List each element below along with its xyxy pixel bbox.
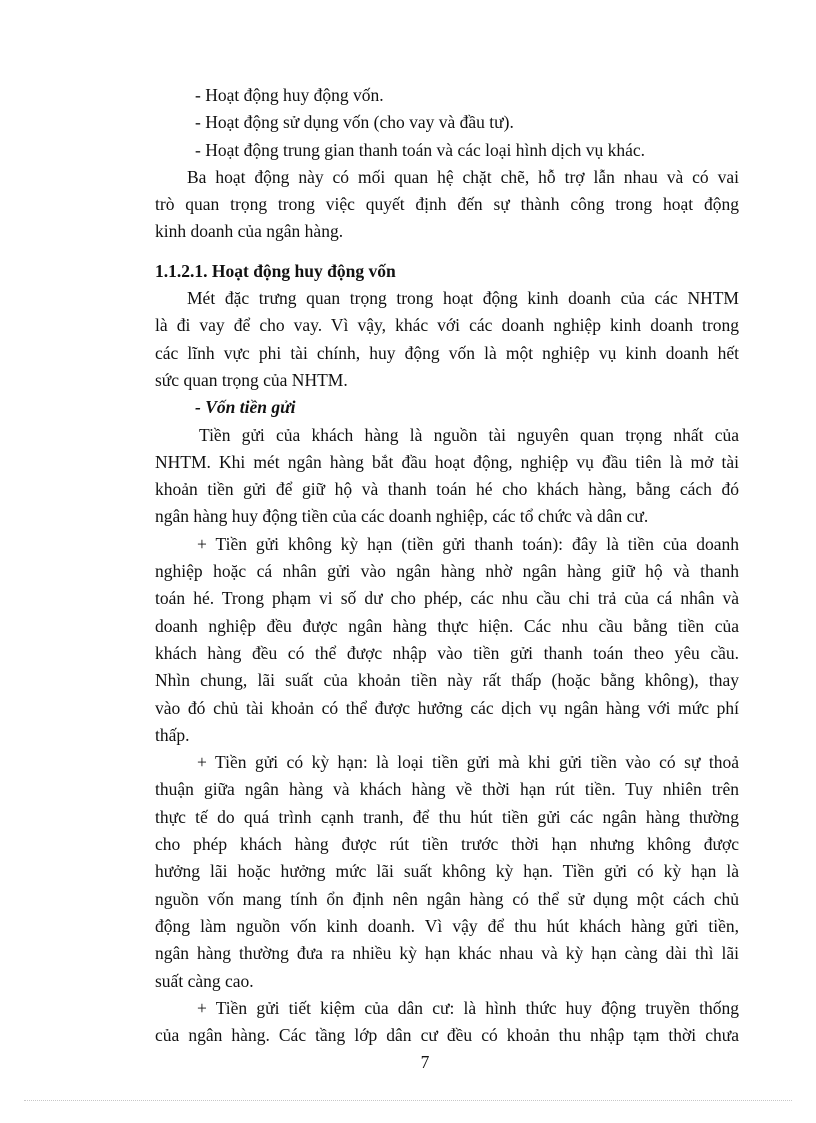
text-line: Ba hoạt động này có mối quan hệ chặt chẽ, hỗ trợ lẫn nhau và có vai bbox=[187, 166, 739, 187]
section-heading: 1.1.2.1. Hoạt động huy động vốn bbox=[155, 260, 396, 281]
text-line: trò quan trọng trong việc quyết định đến sự thành công trong hoạt động bbox=[155, 194, 739, 215]
text-line: nguồn vốn mang tính ổn định nên ngân hàng có thể sử dụng một cách chủ bbox=[155, 888, 739, 909]
text-line: + Tiền gửi có kỳ hạn: là loại tiền gửi mà khi gửi tiền vào có sự thoả bbox=[197, 752, 739, 773]
text-line: kinh doanh của ngân hàng. bbox=[155, 221, 344, 242]
text-line: là đi vay để cho vay. Vì vậy, khác với các doanh nghiệp kinh doanh trong bbox=[155, 315, 739, 336]
text-line: Tiền gửi của khách hàng là nguồn tài nguyên quan trọng nhất của bbox=[199, 424, 739, 445]
text-line: nghiệp hoặc cá nhân gửi vào ngân hàng nhờ ngân hàng giữ hộ và thanh bbox=[155, 561, 739, 582]
text-line: vào đó chủ tài khoản có thể được hưởng các dịch vụ ngân hàng với mức phí bbox=[155, 697, 739, 718]
text-line: sức quan trọng của NHTM. bbox=[155, 369, 348, 390]
text-line: + Tiền gửi không kỳ hạn (tiền gửi thanh toán): đây là tiền của doanh bbox=[197, 533, 739, 554]
text-line: + Tiền gửi tiết kiệm của dân cư: là hình thức huy động truyền thống bbox=[197, 997, 739, 1018]
text-line: suất càng cao. bbox=[155, 970, 254, 991]
text-line: hưởng lãi hoặc hưởng mức lãi suất không kỳ hạn. Tiền gửi có kỳ hạn là bbox=[155, 861, 739, 882]
bullet-line: - Hoạt động huy động vốn. bbox=[195, 85, 384, 105]
text-line: thấp. bbox=[155, 724, 190, 745]
text-line: thực tế do quá trình cạnh tranh, để thu hút tiền gửi các ngân hàng thường bbox=[155, 806, 739, 827]
document-body bbox=[155, 82, 739, 1049]
text-line: doanh nghiệp đều được ngân hàng thực hiện. Các nhu cầu bằng tiền của bbox=[155, 615, 739, 636]
text-line: khoản tiền gửi để giữ hộ và thanh toán hé cho khách hàng, bằng cách đó bbox=[155, 479, 739, 500]
text-line: toán hé. Trong phạm vi số dư cho phép, các nhu cầu chi trả của cá nhân và bbox=[155, 588, 739, 609]
text-line: khách hàng đều có thể được nhập vào tiền gửi thanh toán theo yêu cầu. bbox=[155, 642, 739, 663]
text-line: ngân hàng huy động tiền của các doanh nghiệp, các tổ chức và dân cư. bbox=[155, 506, 649, 527]
text-line: động làm nguồn vốn kinh doanh. Vì vậy để thu hút khách hàng gửi tiền, bbox=[155, 915, 739, 936]
text-line: cho phép khách hàng được rút tiền trước thời hạn nhưng không được bbox=[155, 834, 739, 855]
text-line: ngân hàng thường đưa ra nhiều kỳ hạn khác nhau và kỳ hạn càng dài thì lãi bbox=[155, 943, 739, 964]
text-line: của ngân hàng. Các tầng lớp dân cư đều có khoản thu nhập tạm thời chưa bbox=[155, 1025, 739, 1046]
text-line: thuận giữa ngân hàng và khách hàng về thời hạn rút tiền. Tuy nhiên trên bbox=[155, 779, 739, 800]
text-line: Nhìn chung, lãi suất của khoản tiền này rất thấp (hoặc bằng không), thay bbox=[155, 670, 739, 691]
bullet-line: - Hoạt động sử dụng vốn (cho vay và đầu tư). bbox=[195, 112, 514, 133]
page-number: 7 bbox=[420, 1052, 430, 1072]
bullet-line: - Hoạt động trung gian thanh toán và các loại hình dịch vụ khác. bbox=[195, 139, 646, 160]
text-line: NHTM. Khi mét ngân hàng bắt đầu hoạt động, nghiệp vụ đầu tiên là mở tài bbox=[155, 451, 739, 472]
text-line: các lĩnh vực phi tài chính, huy động vốn là một nghiệp vụ kinh doanh hết bbox=[155, 342, 739, 363]
subsection-heading: - Vốn tiền gửi bbox=[195, 397, 296, 418]
page-bottom-divider bbox=[24, 1100, 792, 1101]
text-line: Mét đặc trưng quan trọng trong hoạt động kinh doanh của các NHTM bbox=[187, 288, 739, 309]
